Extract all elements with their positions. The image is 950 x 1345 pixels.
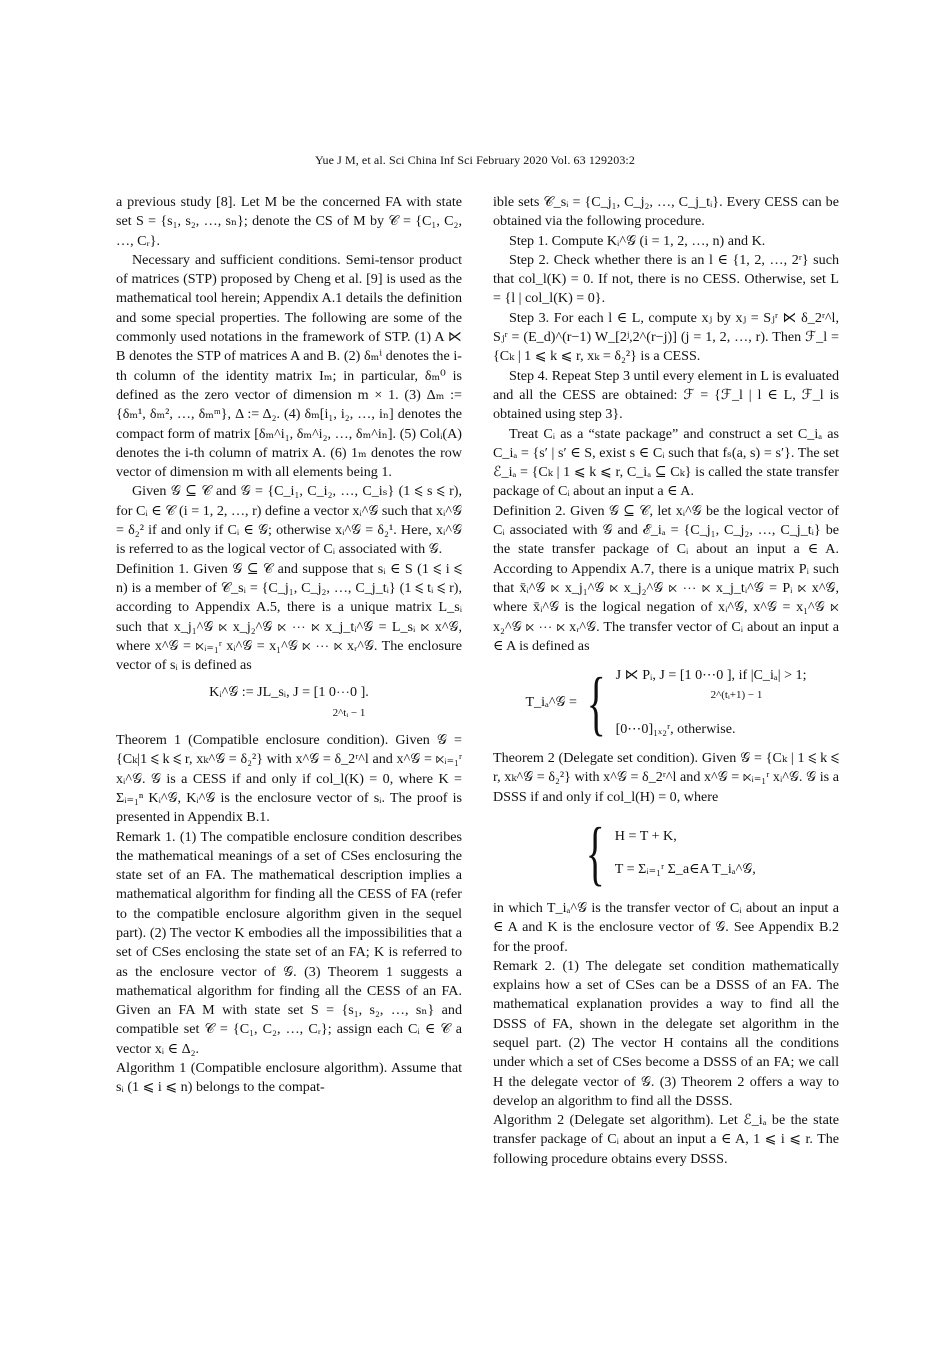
equation-case-1: J ⋉ Pᵢ, J = [1 0⋯0 ], if |C_iₐ| > 1;	[615, 667, 807, 684]
equation-lhs: T_iₐ^𝒢 =	[525, 693, 577, 710]
equation-cases	[615, 827, 756, 880]
equation-case-2: [0⋯0]₁ₓ₂ʳ, otherwise.	[615, 720, 736, 737]
remark-2: Remark 2. (1) The delegate set condition mathematically explains how a set of CSes can be a DSSS of an FA. The mathematical explanation provides a way to find all the DSSS of FA, shown in the delegate set algorithm in the sequel part. (2) The vector H contains all the conditions under which a set of CSes become a DSSS of an FA; we call H the delegate vector of 𝒢. (3) Theorem 2 offers a way to develop an algorithm to find all the DSSS.	[493, 957, 839, 1109]
equation-enclosure-vector	[116, 683, 462, 723]
equation-underbrace-label: 2^tᵢ − 1	[332, 706, 366, 719]
left-brace: {	[585, 812, 606, 893]
left-brace: {	[586, 662, 606, 743]
step-2: Step 2. Check whether there is an l ∈ {1, 2, …, 2ʳ} such that col_l(K) = 0. If not, there is no CESS. Otherwise, set L = {l | col_l(K) = 0}.	[493, 251, 839, 307]
equation-delegate	[493, 812, 839, 893]
equation-line-h: H = T + K,	[614, 827, 677, 844]
right-column	[493, 193, 839, 1169]
algorithm-2: Algorithm 2 (Delegate set algorithm). Let ℰ_iₐ be the state transfer package of Cᵢ about an input a ∈ A, 1 ⩽ i ⩽ r. The following procedure obtains every DSSS.	[493, 1112, 839, 1167]
running-header: Yue J M, et al. Sci China Inf Sci February 2020 Vol. 63 129203:2	[315, 153, 635, 167]
equation-line-t: T = Σᵢ₌₁ʳ Σ_a∈A T_iₐ^𝒢,	[614, 860, 756, 877]
theorem-2: Theorem 2 (Delegate set condition). Given 𝒢 = {Cₖ | 1 ⩽ k ⩽ r, xₖ^𝒢 = δ₂²} with x^𝒢 = δ_2ʳ^l and x^𝒢 = ⋉ᵢ₌₁ʳ xᵢ^𝒢. 𝒢 is a DSSS if and only if col_l(H) = 0, where	[493, 750, 839, 805]
step-4: Step 4. Repeat Step 3 until every element in L is evaluated and all the CESS are obtained: ℱ = {ℱ_l | l ∈ L, ℱ_l is obtained using step 3}.	[493, 367, 839, 423]
definition-2: Definition 2. Given 𝒢 ⊆ 𝒞, let xᵢ^𝒢 be the logical vector of Cᵢ associated with 𝒢 and ℰ_iₐ = {C_j₁, C_j₂, …, C_j_tᵢ} be the state transfer package of Cᵢ about an input a ∈ A. According to Appendix A.7, there is a unique matrix Pᵢ such that x̄ᵢ^𝒢 ⋉ x_j₁^𝒢 ⋉ x_j₂^𝒢 ⋉ ⋯ ⋉ x_j_tᵢ^𝒢 = Pᵢ ⋉ x^𝒢, where x̄ᵢ^𝒢 is the logical negation of xᵢ^𝒢, x^𝒢 = x₁^𝒢 ⋉ x₂^𝒢 ⋉ ⋯ ⋉ xᵣ^𝒢. The transfer vector of Cᵢ about an input a ∈ A is defined as	[493, 502, 839, 654]
definition-1: Definition 1. Given 𝒢 ⊆ 𝒞 and suppose that sᵢ ∈ S (1 ⩽ i ⩽ n) is a member of 𝒞_sᵢ = {C_j₁, C_j₂, …, C_j_tᵢ} (1 ⩽ tᵢ ⩽ r), according to Appendix A.5, there is a unique matrix L_sᵢ such that x_j₁^𝒢 ⋉ x_j₂^𝒢 ⋉ ⋯ ⋉ x_j_tᵢ^𝒢 = L_sᵢ ⋉ x^𝒢, where x^𝒢 = ⋉ᵢ₌₁ʳ xᵢ^𝒢 = x₁^𝒢 ⋉ ⋯ ⋉ xᵣ^𝒢. The enclosure vector of sᵢ is defined as	[116, 560, 462, 674]
remark-1: Remark 1. (1) The compatible enclosure condition describes the mathematical meanings of a set of CSes enclosuring the state set of an FA. The mathematical description implies a mathematical algorithm for finding all the CESS of FA (refer to the compatible enclosure algorithm given in the sequel part). (2) The vector K embodies all the impossibilities that a set of CSes enclosing the state set of an FA; K is referred to as the enclosure vector of 𝒢. (3) Theorem 1 suggests a mathematical algorithm for finding all the CESS of an FA. Given an FA M with state set S = {s₁, s₂, …, sₙ} and compatible set 𝒞 = {C₁, C₂, …, Cᵣ}; assign each Cᵢ ∈ 𝒞 a vector xᵢ ∈ Δ₂.	[116, 828, 462, 1057]
step-1: Step 1. Compute Kᵢ^𝒢 (i = 1, 2, …, n) and K.	[509, 232, 766, 249]
left-column	[116, 193, 462, 1098]
paragraph-logical-vector: Given 𝒢 ⊆ 𝒞 and 𝒢 = {C_i₁, C_i₂, …, C_iₛ} (1 ⩽ s ⩽ r), for Cᵢ ∈ 𝒞 (i = 1, 2, …, r) define a vector xᵢ^𝒢 such that xᵢ^𝒢 = δ₂² if and only if Cᵢ ∈ 𝒢; otherwise xᵢ^𝒢 = δ₂¹. Here, xᵢ^𝒢 is referred to as the logical vector of Cᵢ associated with 𝒢.	[116, 483, 462, 558]
equation-text: Kᵢ^𝒢 := JL_sᵢ, J = [1 0⋯0 ].	[209, 684, 369, 701]
equation-cases	[616, 666, 807, 739]
equation-transfer-vector	[493, 662, 839, 743]
equation-underbrace-label: 2^(tᵢ+1) − 1	[710, 689, 763, 702]
theorem-1: Theorem 1 (Compatible enclosure condition). Given 𝒢 = {Cₖ|1 ⩽ k ⩽ r, xₖ^𝒢 = δ₂²} with x^𝒢 = δ_2ʳ^l and x^𝒢 = ⋉ᵢ₌₁ʳ xᵢ^𝒢. 𝒢 is a CESS if and only if col_l(K) = 0, where K = Σᵢ₌₁ⁿ Kᵢ^𝒢, Kᵢ^𝒢 is the enclosure vector of sᵢ. The proof is presented in Appendix B.1.	[116, 732, 462, 826]
paragraph-conditions: Necessary and sufficient conditions. Semi-tensor product of matrices (STP) proposed by Cheng et al. [9] is used as the mathematical tool herein; Appendix A.1 details the definition and some special properties. The following are some of the commonly used notations in the framework of STP. (1) A ⋉ B denotes the STP of matrices A and B. (2) δₘⁱ denotes the i-th column of the identity matrix Iₘ; in particular, δₘ⁰ is defined as the zero vector of dimension m × 1. (3) Δₘ := {δₘ¹, δₘ², …, δₘᵐ}, Δ := Δ₂. (4) δₘ[i₁, i₂, …, iₙ] denotes the compact form of matrix [δₘ^i₁, δₘ^i₂, …, δₘ^iₙ]. (5) Colᵢ(A) denotes the i-th column of matrix A. (6) 1ₘ denotes the row vector of dimension m with all elements being 1.	[116, 251, 462, 481]
step-3: Step 3. For each l ∈ L, compute xⱼ by xⱼ = Sⱼʳ ⋉ δ_2ʳ^l, Sⱼʳ = (E_d)^(r−1) W_[2ʲ,2^(r−j)] (j = 1, 2, …, r). Then ℱ_l = {Cₖ | 1 ⩽ k ⩽ r, xₖ = δ₂²} is a CESS.	[493, 309, 839, 365]
paragraph: a previous study [8]. Let M be the concerned FA with state set S = {s₁, s₂, …, sₙ}; denote the CS of M by 𝒞 = {C₁, C₂, …, Cᵣ}.	[116, 194, 462, 249]
algorithm-1: Algorithm 1 (Compatible enclosure algorithm). Assume that sᵢ (1 ⩽ i ⩽ n) belongs to the compat-	[116, 1060, 462, 1096]
paragraph: ible sets 𝒞_sᵢ = {C_j₁, C_j₂, …, C_j_tᵢ}. Every CESS can be obtained via the following procedure.	[493, 194, 839, 230]
paragraph-state-package: Treat Cᵢ as a “state package” and construct a set C_iₐ as C_iₐ = {s′ | s′ ∈ S, exist s ∈ Cᵢ such that fₛ(a, s) = s′}. The set ℰ_iₐ = {Cₖ | 1 ⩽ k ⩽ r, C_iₐ ⊆ Cₖ} is called the state transfer package of Cᵢ about an input a ∈ A.	[493, 425, 839, 500]
paragraph-proof-ref: in which T_iₐ^𝒢 is the transfer vector of Cᵢ about an input a ∈ A and K is the enclosure vector of 𝒢. See Appendix B.2 for the proof.	[493, 899, 839, 955]
